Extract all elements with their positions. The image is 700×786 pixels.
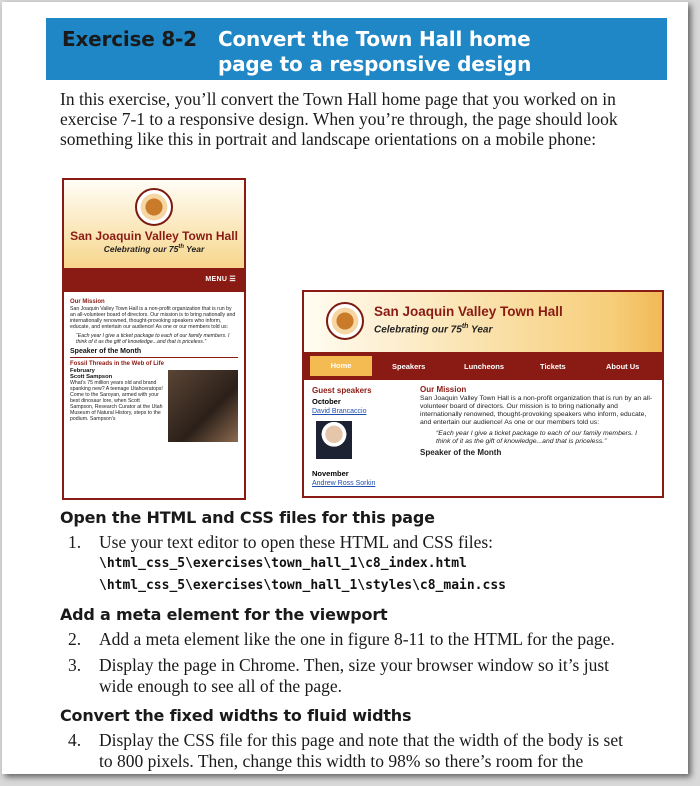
landscape-tagline: Celebrating our 75th Year [374,323,493,336]
guest-speakers-heading: Guest speakers [312,386,372,395]
town-hall-logo [135,188,173,226]
step-number: 3. [68,655,82,675]
exercise-banner [46,18,667,80]
step-number: 2. [68,629,82,649]
section-heading-fluid-widths: Convert the fixed widths to fluid widths [60,706,412,725]
step-number: 4. [68,730,82,750]
code-path-html: \html_css_5\exercises\town_hall_1\c8_index.html [99,556,467,571]
nav-about-us: About Us [606,362,640,371]
portrait-month: February [70,368,95,374]
portrait-content [64,292,244,426]
step-text: Display the CSS file for this page and note that the width of the body is set to 800 pixels. Then, change this width to 98% so there’s room for the [99,730,623,771]
step-text: Add a meta element like the one in figure 8-11 to the HTML for the page. [99,629,615,649]
step-text: Display the page in Chrome. Then, size your browser window so it’s just wide enough to see all of the page. [99,655,610,696]
landscape-quote: “Each year I give a ticket package to each of our family members. I think of it as the gift of knowledge...and that is priceless.” [436,430,637,445]
section-heading-meta-viewport: Add a meta element for the viewport [60,605,388,624]
menu-button: MENU ☰ [205,276,236,283]
nav-speakers: Speakers [392,362,426,371]
portrait-nav-bar [64,268,244,292]
exercise-number: Exercise 8-2 [62,27,197,51]
sidebar-speaker-link-1: David Brancaccio [312,408,367,415]
sidebar-speaker-link-2: Andrew Ross Sorkin [312,480,376,487]
exercise-title [218,27,531,77]
intro-paragraph: In this exercise, you’ll convert the Town Hall home page that you worked on in exercise 7-1 to a responsive design. When you’re through, the page should look something like this in portrait and landscape orientations on a mobile phone: [60,89,618,149]
landscape-speaker-heading: Speaker of the Month [420,448,502,457]
landscape-mission-text: San Joaquin Valley Town Hall is a non-profit organization that is run by an all-volunteer board of directors. Our mission is to bring nationally and internationally renowned, thought-provoking speakers who inform, educate, and entertain our audience! As one or our members told us: [420,395,653,426]
exercise-title-line1: Convert the Town Hall home [218,27,531,51]
section-heading-open-files: Open the HTML and CSS files for this page [60,508,435,527]
nav-home: Home [310,356,372,376]
landscape-screenshot [302,290,664,498]
landscape-mission-heading: Our Mission [420,385,467,394]
nav-tickets: Tickets [540,362,566,371]
portrait-site-title: San Joaquin Valley Town Hall [70,229,238,243]
landscape-header [304,292,662,352]
step-number: 1. [68,532,82,552]
portrait-header [64,180,244,268]
speaker-photo [316,421,352,459]
divider [70,357,238,358]
portrait-quote: “Each year I give a ticket package to each of our family members. I think of it as the gift of knowledge...and that is priceless.” [76,333,230,345]
landscape-nav-bar [304,352,662,380]
landscape-sidebar [312,386,410,487]
portrait-tagline: Celebrating our 75th Year [103,244,205,254]
portrait-talk-title: Fossil Threads in the Web of Life [70,361,164,367]
exercise-title-line2: page to a responsive design [218,52,532,76]
landscape-main [420,386,654,457]
sidebar-month-1: October [312,397,341,406]
portrait-speaker-name: Scott Sampson [70,374,113,380]
portrait-screenshot [62,178,246,500]
town-hall-logo [326,302,364,340]
portrait-mission-heading: Our Mission [70,299,105,305]
step-text: Use your text editor to open these HTML and CSS files: [99,532,494,552]
landscape-site-title: San Joaquin Valley Town Hall [374,304,563,319]
portrait-mission-text: San Joaquin Valley Town Hall is a non-profit organization that is run by an all-volunteer board of directors. Our mission is to bring nationally and internationally renowned, thought-provoking speakers who inform, educate, and entertain our audience! As one or our members told us: [70,306,236,330]
code-path-css: \html_css_5\exercises\town_hall_1\styles\c8_main.css [99,578,506,593]
speaker-photo [168,370,238,442]
portrait-speaker-heading: Speaker of the Month [70,348,142,355]
sidebar-month-2: November [312,469,349,478]
document-page [2,2,688,774]
nav-luncheons: Luncheons [464,362,505,371]
portrait-talk-text: What’s 75 million years old and brand spanking new? A teenage Utahceratops! Come to the Saroyan, armed with your best dinosaur lore, when Scott Sampson, Research Curator at the Utah Museum of Natural History, steps to the podium. Sampson’s [70,380,163,422]
